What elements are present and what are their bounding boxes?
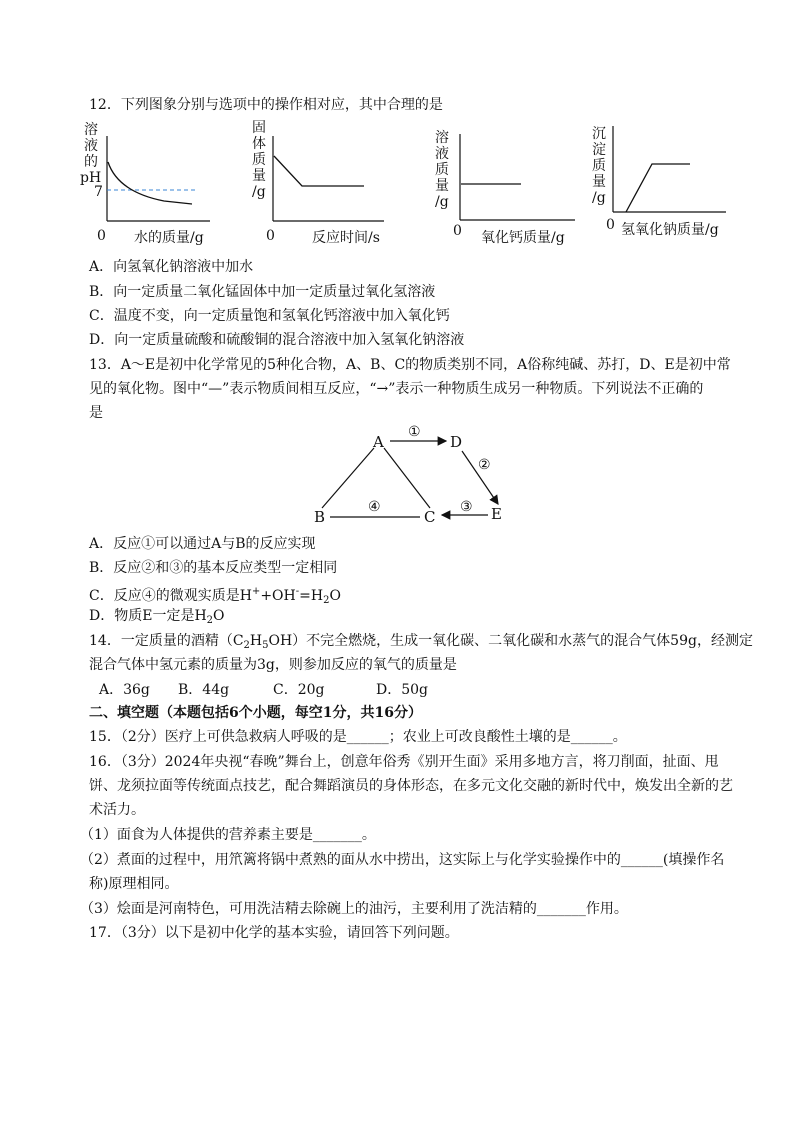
graph2-ylabel-char-3: 质 — [252, 152, 266, 168]
q13-stem-line-3: 是 — [89, 405, 103, 421]
graph4-ylabel-unit: /g — [592, 190, 606, 206]
q12-stem: 12．下列图象分别与选项中的操作相对应，其中合理的是 — [89, 97, 443, 113]
q15-text: 15．（2分）医疗上可供急救病人呼吸的是______；农业上可改良酸性土壤的是______。 — [89, 729, 627, 745]
graph1-curve — [108, 162, 192, 204]
graph4-ylabel-char-1: 沉 — [592, 126, 606, 142]
q14-option-b: B．44g — [178, 682, 230, 698]
graph3-xlabel: 氧化钙质量/g — [481, 230, 565, 246]
q16-part-2-line-2: 称)原理相同。 — [89, 876, 179, 892]
graph2-ylabel-char-1: 固 — [252, 120, 266, 136]
q14-option-a: A．36g — [99, 682, 150, 698]
label-reaction-3: ③ — [460, 499, 473, 515]
node-e: E — [491, 505, 502, 523]
graph2-ylabel-unit: /g — [252, 184, 266, 200]
q13-option-c: C．反应④的微观实质是$H^++OH^-=H_2O$ — [89, 586, 341, 606]
graph3-ylabel-char-1: 溶 — [435, 130, 449, 146]
q16-part-2-line-1: （2）煮面的过程中，用笊篱将锅中煮熟的面从水中捞出，这实际上与化学实验操作中的______(填操作名 — [80, 852, 725, 868]
q16-part-3: （3）烩面是河南特色，可用洗洁精去除碗上的油污，主要利用了洗洁精的_______作用。 — [80, 901, 628, 917]
line-a-c — [384, 448, 430, 508]
graph4-ylabel-char-2: 淀 — [592, 142, 606, 158]
node-d: D — [450, 433, 463, 451]
graph2-xlabel: 反应时间/s — [312, 230, 380, 246]
graph4-xlabel: 氢氧化钠质量/g — [621, 222, 719, 238]
q13-option-b: B．反应②和③的基本反应类型一定相同 — [89, 560, 338, 576]
q12-graph-1 — [72, 118, 222, 248]
graph3-ylabel-unit: /g — [435, 194, 449, 210]
graph4-origin: 0 — [606, 217, 615, 233]
graph2-curve — [274, 156, 364, 186]
graph2-ylabel-char-4: 量 — [252, 168, 266, 184]
graph1-ylabel-char-1: 溶 — [84, 122, 98, 138]
graph3-origin: 0 — [453, 223, 462, 239]
label-reaction-2: ② — [478, 457, 491, 473]
graph3-ylabel-char-2: 液 — [435, 146, 449, 162]
graph4-ylabel-char-3: 质 — [592, 158, 606, 174]
graph1-xlabel: 水的质量/g — [134, 230, 204, 246]
q14-stem-line-2: 混合气体中氢元素的质量为3g，则参加反应的氧气的质量是 — [89, 657, 457, 673]
q13-stem-line-2: 见的氧化物。图中“—”表示物质间相互反应，“→”表示一种物质生成另一种物质。下列说法不正确的 — [89, 381, 704, 397]
q16-line-3: 术活力。 — [89, 802, 145, 818]
q12-graph-2 — [244, 118, 394, 248]
q13-reaction-diagram — [300, 418, 520, 530]
graph4-curve — [626, 164, 690, 212]
q17-text: 17．（3分）以下是初中化学的基本实验，请回答下列问题。 — [89, 925, 459, 941]
graph1-origin: 0 — [97, 228, 106, 244]
q12-option-b: B．向一定质量二氧化锰固体中加一定质量过氧化氢溶液 — [89, 284, 436, 300]
line-a-b — [322, 448, 374, 508]
label-reaction-1: ① — [408, 424, 421, 440]
graph1-ytick-7: 7 — [94, 184, 103, 200]
q12-graph-4 — [586, 120, 736, 244]
q12-option-a: A．向氢氧化钠溶液中加水 — [89, 259, 254, 275]
q16-part-1: （1）面食为人体提供的营养素主要是_______。 — [80, 827, 376, 843]
q13-stem-line-1: 13．A～E是初中化学常见的5种化合物，A、B、C的物质类别不同，A俗称纯碱、苏打，D、E是初中常 — [89, 357, 731, 373]
q14-stem-line-1: 14．一定质量的酒精$(C_2H_5OH)$不完全燃烧，生成一氧化碳、二氧化碳和水蒸气的混合气体59g，经测定 — [89, 633, 753, 651]
q12-option-c: C．温度不变，向一定质量饱和氢氧化钙溶液中加入氧化钙 — [89, 308, 450, 324]
q16-line-1: 16．（3分）2024年央视“春晚”舞台上，创意年俗秀《别开生面》采用多地方言，将刀削面，扯面、甩 — [89, 754, 719, 770]
graph2-ylabel-char-2: 体 — [252, 136, 266, 152]
q16-line-2: 饼、龙须拉面等传统面点技艺，配合舞蹈演员的身体形态，在多元文化交融的新时代中，焕发出全新的艺 — [89, 778, 733, 794]
q13-option-a: A．反应①可以通过A与B的反应实现 — [89, 536, 316, 552]
graph4-ylabel-char-4: 量 — [592, 174, 606, 190]
q14-option-c: C．20g — [273, 682, 325, 698]
section-2-heading: 二、填空题（本题包括6个小题，每空1分，共16分） — [89, 705, 422, 721]
graph3-ylabel-char-3: 质 — [435, 162, 449, 178]
graph1-ylabel-char-3: 的 — [84, 154, 98, 170]
graph3-ylabel-char-4: 量 — [435, 178, 449, 194]
node-a: A — [373, 433, 384, 451]
q14-option-d: D．50g — [376, 682, 429, 698]
node-c: C — [424, 508, 436, 526]
q12-graph-3 — [425, 126, 585, 246]
q12-option-d: D．向一定质量硫酸和硫酸铜的混合溶液中加入氢氧化钠溶液 — [89, 332, 465, 348]
q13-option-d: D．物质E一定是$H_2O$ — [89, 608, 225, 626]
graph1-ylabel-char-2: 液 — [84, 138, 98, 154]
label-reaction-4: ④ — [368, 499, 381, 515]
graph1-ylabel-ph: pH — [80, 170, 102, 186]
graph2-origin: 0 — [266, 228, 275, 244]
node-b: B — [314, 508, 326, 526]
